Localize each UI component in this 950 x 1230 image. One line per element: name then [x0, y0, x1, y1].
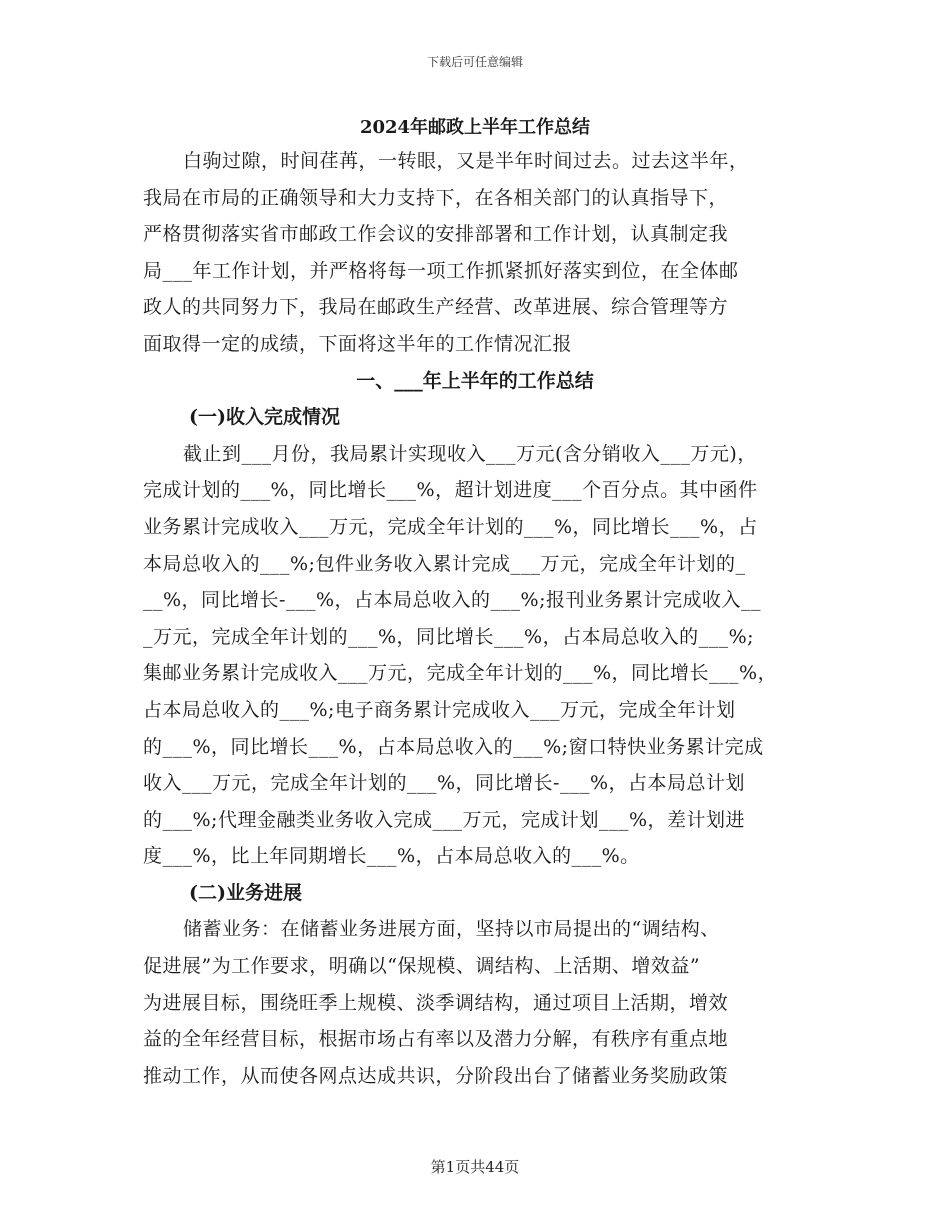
paragraph-line: 的___%;代理金融类业务收入完成___万元，完成计划___%，差计划进: [143, 808, 746, 831]
business-paragraph: [143, 911, 807, 1094]
paragraph-line: 推动工作，从而使各网点达成共识，分阶段出台了储蓄业务奖励政策: [143, 1064, 729, 1087]
subsection-heading: (二)业务进展: [189, 881, 302, 904]
paragraph-line: 业务累计完成收入___万元，完成全年计划的___%，同比增长___%，占: [143, 515, 758, 538]
paragraph-line: 政人的共同努力下，我局在邮政生产经营、改革进展、综合管理等方: [143, 296, 729, 319]
paragraph-line: 度___%，比上年同期增长___%，占本局总收入的___%。: [143, 845, 640, 868]
intro-paragraph: [143, 143, 807, 363]
paragraph-line: 完成计划的___%，同比增长___%，超计划进度___个百分点。其中函件: [143, 479, 758, 502]
paragraph-line: 占本局总收入的___%;电子商务累计完成收入___万元，完成全年计划: [143, 698, 736, 721]
section-heading: 一、___年上半年的工作总结: [356, 369, 594, 392]
header-note: 下载后可任意编辑: [426, 55, 523, 69]
document-title: 2024年邮政上半年工作总结: [359, 117, 591, 138]
subsection-heading: (一)收入完成情况: [189, 406, 340, 429]
paragraph-line: 面取得一定的成绩，下面将这半年的工作情况汇报: [143, 332, 573, 355]
paragraph-line: 截止到___月份，我局累计实现收入___万元(含分销收入___万元)，: [183, 442, 757, 465]
paragraph-line: 白驹过隙，时间荏苒，一转眼，又是半年时间过去。过去这半年，: [183, 150, 749, 172]
paragraph-line: 为进展目标，围绕旺季上规模、淡季调结构，通过项目上活期，增效: [143, 991, 729, 1014]
paragraph-line: 本局总收入的___%;包件业务收入累计完成___万元，完成全年计划的_: [143, 552, 746, 575]
income-paragraph: [143, 436, 807, 875]
paragraph-line: 集邮业务累计完成收入___万元，完成全年计划的___%，同比增长___%，: [143, 662, 778, 685]
paragraph-line: 的___%，同比增长___%，占本局总收入的___%;窗口特快业务累计完成: [143, 735, 764, 758]
paragraph-line: 严格贯彻落实省市邮政工作会议的安排部署和工作计划，认真制定我: [143, 223, 729, 246]
paragraph-line: 我局在市局的正确领导和大力支持下，在各相关部门的认真指导下，: [143, 186, 729, 209]
paragraph-line: 益的全年经营目标，根据市场占有率以及潜力分解，有秩序有重点地: [143, 1028, 729, 1051]
paragraph-line: _万元，完成全年计划的___%，同比增长___%，占本局总收入的___%;: [143, 625, 755, 648]
paragraph-line: 促进展”为工作要求，明确以“保规模、调结构、上活期、增效益”: [143, 955, 701, 978]
document-body: [143, 113, 807, 1094]
paragraph-line: 收入___万元，完成全年计划的___%，同比增长-___%，占本局总计划: [143, 772, 746, 795]
paragraph-line: __%，同比增长-___%，占本局总收入的___%;报刊业务累计完成收入__: [143, 589, 761, 612]
paragraph-line: 局___年工作计划，并严格将每一项工作抓紧抓好落实到位，在全体邮: [143, 259, 739, 282]
paragraph-line: 储蓄业务：在储蓄业务进展方面，坚持以市局提出的“调结构、: [183, 918, 720, 941]
page-footer: 第1页共44页: [430, 1158, 520, 1176]
